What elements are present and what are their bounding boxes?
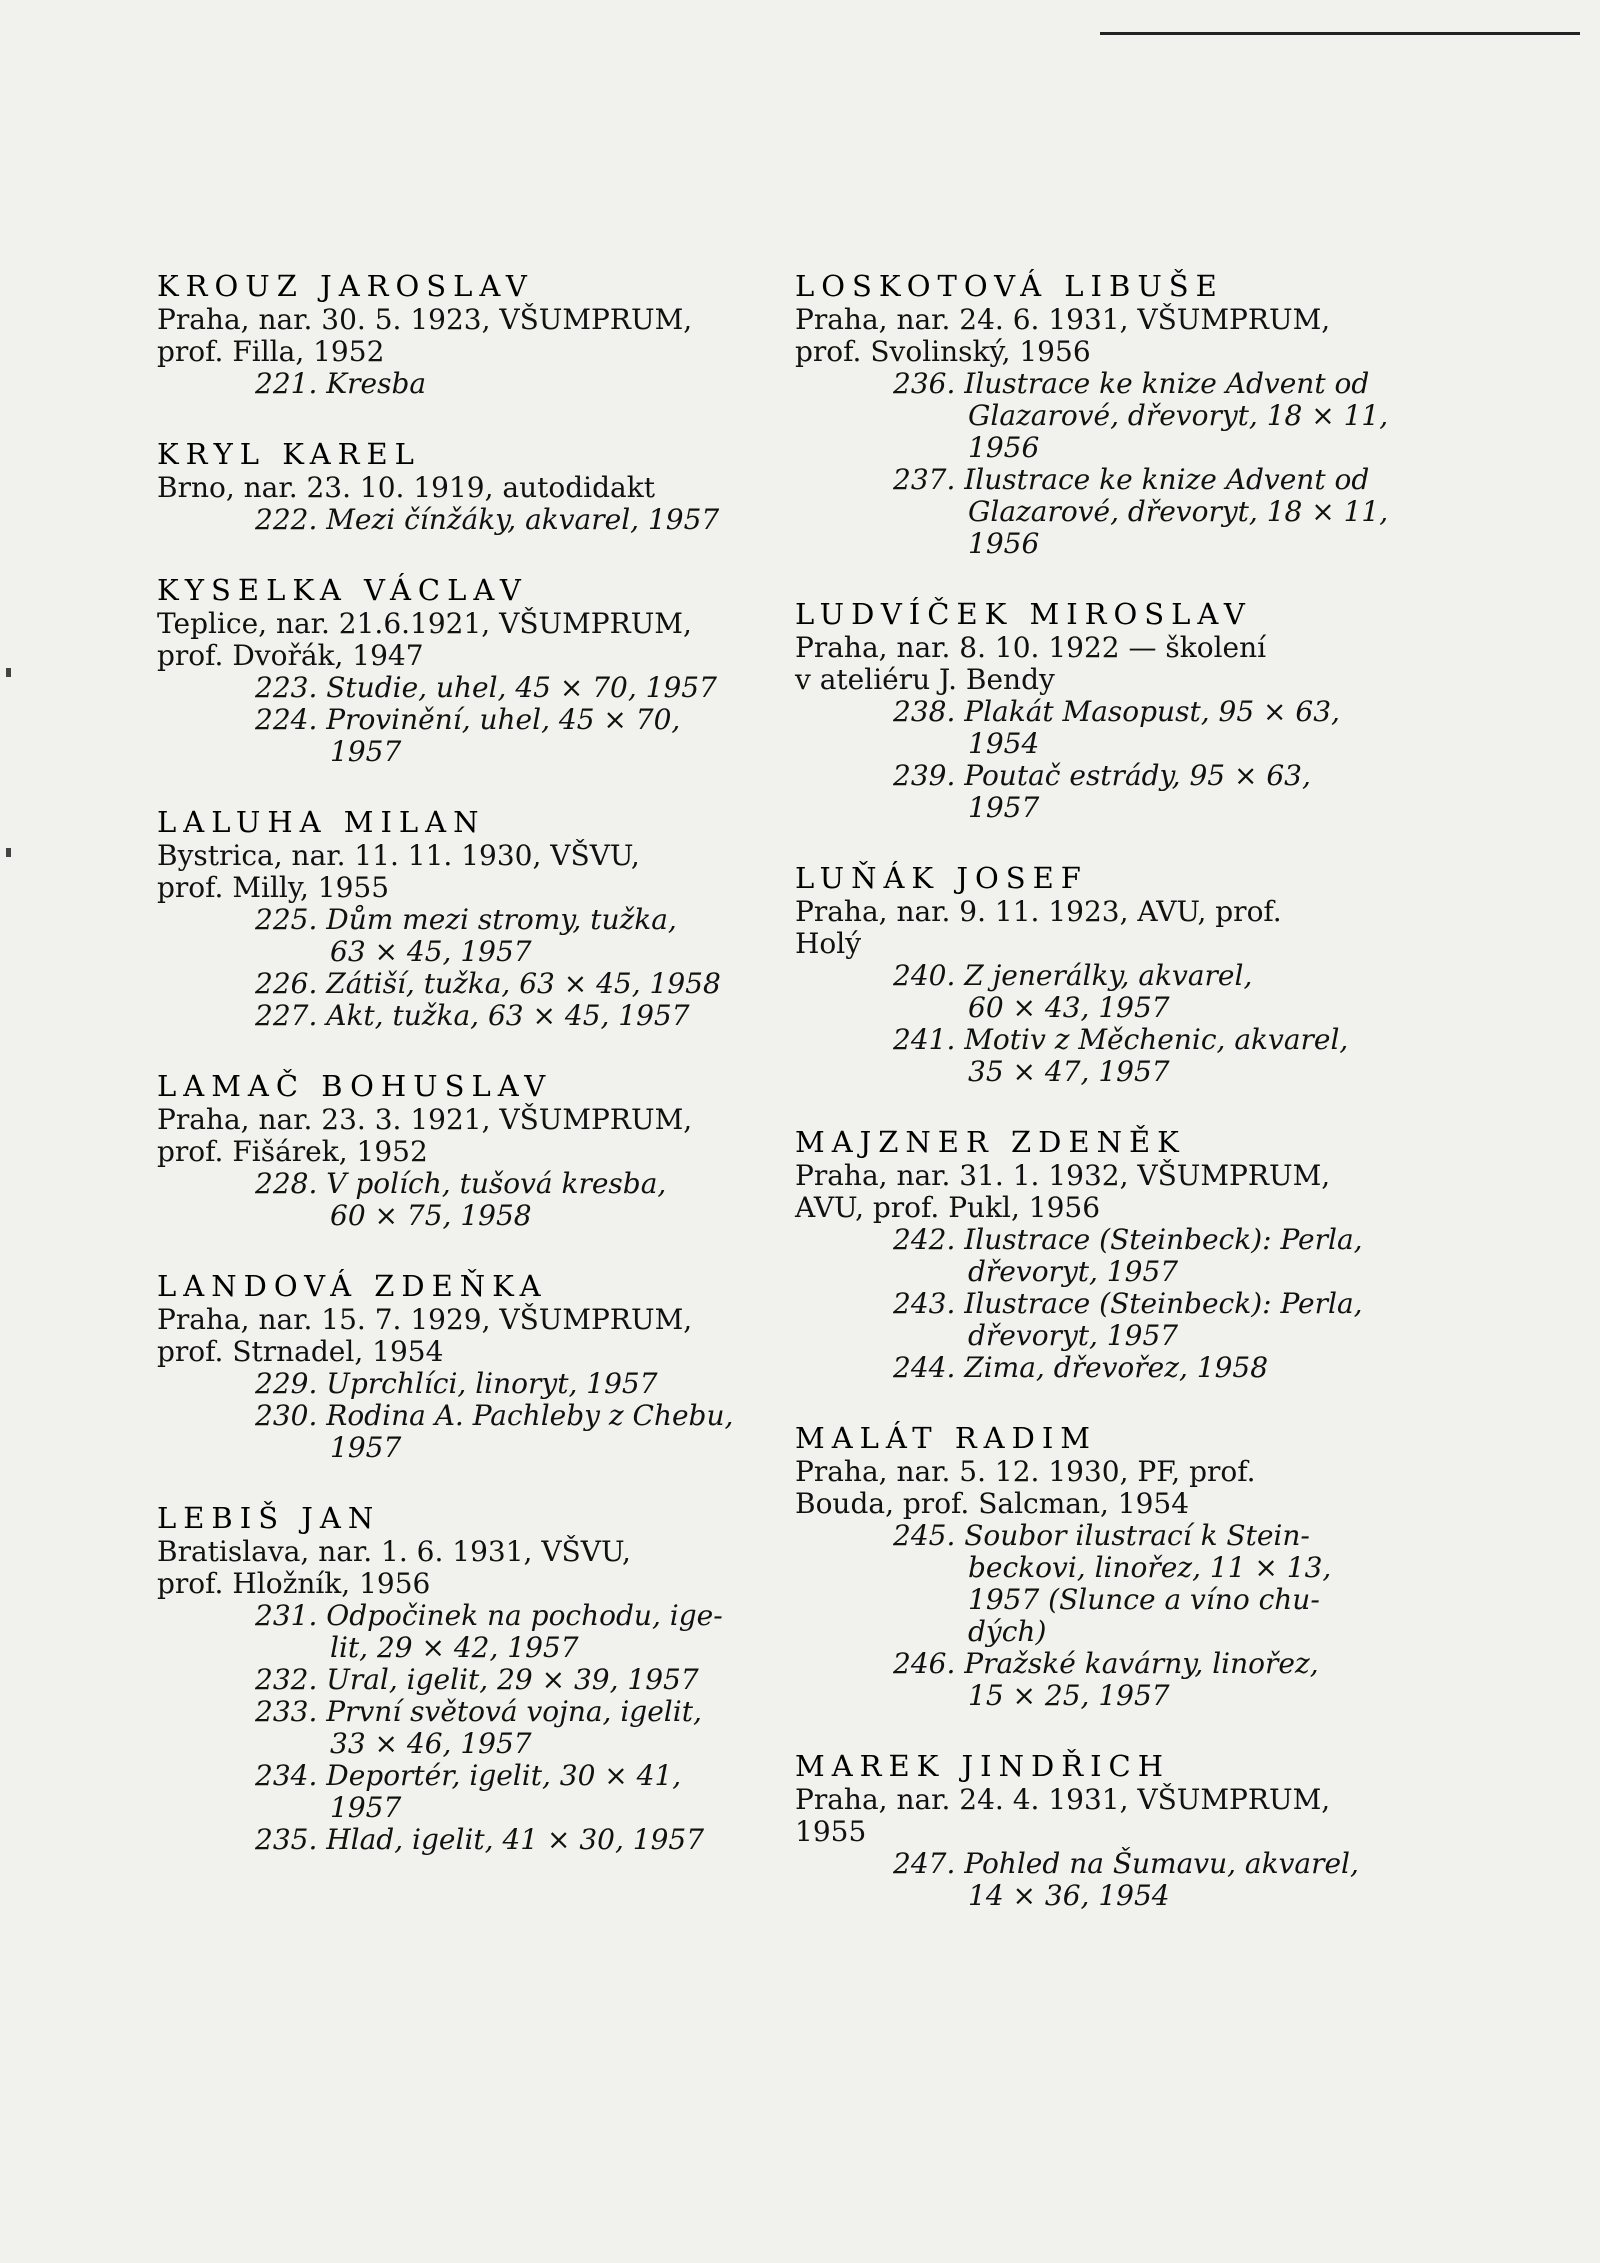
- artist-bio: [157, 304, 757, 368]
- artist-entry: [795, 1748, 1395, 1912]
- artwork-item: [255, 1400, 757, 1464]
- artwork-item: [893, 1520, 1395, 1648]
- artwork-line: 241. Motiv z Měchenic, akvarel,: [893, 1023, 1349, 1056]
- artwork-item: [893, 1848, 1395, 1912]
- artwork-line: 231. Odpočinek na pochodu, ige-: [255, 1599, 723, 1632]
- artist-name: MAREK JINDŘICH: [795, 1749, 1171, 1783]
- bio-line: prof. Hložník, 1956: [157, 1567, 431, 1600]
- catalog-column-left: [157, 268, 757, 1892]
- artwork-line: 1957: [330, 735, 402, 768]
- artwork-item: [255, 672, 757, 704]
- artwork-line: 224. Provinění, uhel, 45 × 70,: [255, 703, 681, 736]
- artwork-line: 238. Plakát Masopust, 95 × 63,: [893, 695, 1340, 728]
- artwork-line: 243. Ilustrace (Steinbeck): Perla,: [893, 1287, 1363, 1320]
- artwork-line: 222. Mezi čínžáky, akvarel, 1957: [255, 503, 720, 536]
- bio-line: Praha, nar. 31. 1. 1932, VŠUMPRUM,: [795, 1159, 1331, 1192]
- artwork-line: 225. Dům mezi stromy, tužka,: [255, 903, 677, 936]
- bio-line: AVU, prof. Pukl, 1956: [795, 1191, 1101, 1224]
- artist-bio: [795, 1160, 1395, 1224]
- artist-name: MALÁT RADIM: [795, 1421, 1097, 1455]
- artwork-line: 60 × 43, 1957: [968, 991, 1170, 1024]
- artist-entry: [157, 1268, 757, 1464]
- artwork-line: 239. Poutač estrády, 95 × 63,: [893, 759, 1311, 792]
- bio-line: Brno, nar. 23. 10. 1919, autodidakt: [157, 471, 655, 504]
- artwork-item: [893, 696, 1395, 760]
- artist-entry: [157, 1500, 757, 1856]
- artwork-item: [893, 1024, 1395, 1088]
- bio-line: Praha, nar. 23. 3. 1921, VŠUMPRUM,: [157, 1103, 693, 1136]
- bio-line: Holý: [795, 927, 862, 960]
- artwork-item: [893, 1288, 1395, 1352]
- artist-bio: [795, 896, 1395, 960]
- artwork-line: 242. Ilustrace (Steinbeck): Perla,: [893, 1223, 1363, 1256]
- artist-bio: [795, 304, 1395, 368]
- bio-line: prof. Fišárek, 1952: [157, 1135, 428, 1168]
- artist-entry: [157, 436, 757, 536]
- artwork-item: [893, 960, 1395, 1024]
- bio-line: Praha, nar. 15. 7. 1929, VŠUMPRUM,: [157, 1303, 693, 1336]
- artist-name: LALUHA MILAN: [157, 805, 486, 839]
- artist-entry: [795, 860, 1395, 1088]
- artwork-item: [893, 1352, 1395, 1384]
- artwork-line: 33 × 46, 1957: [330, 1727, 532, 1760]
- artwork-line: 237. Ilustrace ke knize Advent od: [893, 463, 1370, 496]
- artist-entry: [795, 1420, 1395, 1712]
- bio-line: Praha, nar. 24. 4. 1931, VŠUMPRUM,: [795, 1783, 1331, 1816]
- catalog-column-right: [795, 268, 1395, 1948]
- artwork-line: 1957: [330, 1431, 402, 1464]
- artwork-item: [255, 704, 757, 768]
- artwork-line: 223. Studie, uhel, 45 × 70, 1957: [255, 671, 717, 704]
- artist-bio: [157, 472, 757, 504]
- artist-name: MAJZNER ZDENĚK: [795, 1125, 1186, 1159]
- artist-bio: [157, 608, 757, 672]
- bio-line: prof. Milly, 1955: [157, 871, 390, 904]
- artist-name: KRYL KAREL: [157, 437, 421, 471]
- bio-line: prof. Filla, 1952: [157, 335, 385, 368]
- artist-entry: [795, 596, 1395, 824]
- artwork-item: [255, 1760, 757, 1824]
- artist-bio: [157, 1304, 757, 1368]
- artist-bio: [795, 632, 1395, 696]
- artwork-line: 230. Rodina A. Pachleby z Chebu,: [255, 1399, 734, 1432]
- artwork-line: 1957: [968, 791, 1040, 824]
- bio-line: Bratislava, nar. 1. 6. 1931, VŠVU,: [157, 1535, 631, 1568]
- artwork-line: 60 × 75, 1958: [330, 1199, 532, 1232]
- artist-name: LUDVÍČEK MIROSLAV: [795, 597, 1252, 631]
- artwork-item: [255, 968, 757, 1000]
- bio-line: Bouda, prof. Salcman, 1954: [795, 1487, 1190, 1520]
- artist-bio: [795, 1456, 1395, 1520]
- artwork-line: 244. Zima, dřevořez, 1958: [893, 1351, 1269, 1384]
- bio-line: Teplice, nar. 21.6.1921, VŠUMPRUM,: [157, 607, 692, 640]
- artwork-line: dřevoryt, 1957: [968, 1319, 1179, 1352]
- artist-entry: [795, 268, 1395, 560]
- artwork-line: 247. Pohled na Šumavu, akvarel,: [893, 1847, 1359, 1880]
- artist-entry: [795, 1124, 1395, 1384]
- artwork-line: 240. Z jenerálky, akvarel,: [893, 959, 1253, 992]
- margin-mark: [6, 668, 11, 677]
- top-rule: [1100, 32, 1580, 35]
- artwork-line: 226. Zátiší, tužka, 63 × 45, 1958: [255, 967, 721, 1000]
- artwork-item: [893, 368, 1395, 464]
- artwork-line: Glazarové, dřevoryt, 18 × 11,: [968, 495, 1389, 528]
- bio-line: prof. Dvořák, 1947: [157, 639, 424, 672]
- artwork-line: 233. První světová vojna, igelit,: [255, 1695, 702, 1728]
- artwork-line: 221. Kresba: [255, 367, 427, 400]
- bio-line: Praha, nar. 8. 10. 1922 — školení: [795, 631, 1267, 664]
- artwork-item: [893, 760, 1395, 824]
- artist-bio: [157, 1536, 757, 1600]
- artwork-line: 1954: [968, 727, 1040, 760]
- artwork-item: [255, 504, 757, 536]
- artwork-item: [893, 464, 1395, 560]
- artist-bio: [157, 840, 757, 904]
- artwork-line: 1956: [968, 527, 1040, 560]
- artwork-line: Glazarové, dřevoryt, 18 × 11,: [968, 399, 1389, 432]
- artwork-line: 234. Deportér, igelit, 30 × 41,: [255, 1759, 682, 1792]
- artwork-line: 1957 (Slunce a víno chu-: [968, 1583, 1320, 1616]
- artwork-item: [255, 904, 757, 968]
- artist-entry: [157, 1068, 757, 1232]
- artwork-item: [255, 1664, 757, 1696]
- margin-mark: [6, 848, 11, 857]
- bio-line: prof. Svolinský, 1956: [795, 335, 1091, 368]
- artwork-line: 63 × 45, 1957: [330, 935, 532, 968]
- artwork-item: [255, 1600, 757, 1664]
- artwork-line: beckovi, linořez, 11 × 13,: [968, 1551, 1332, 1584]
- artwork-line: 1956: [968, 431, 1040, 464]
- artwork-item: [255, 1696, 757, 1760]
- artwork-item: [255, 368, 757, 400]
- artwork-line: 232. Ural, igelit, 29 × 39, 1957: [255, 1663, 699, 1696]
- artwork-item: [255, 1824, 757, 1856]
- artist-name: KROUZ JAROSLAV: [157, 269, 534, 303]
- bio-line: Praha, nar. 24. 6. 1931, VŠUMPRUM,: [795, 303, 1331, 336]
- artwork-item: [255, 1168, 757, 1232]
- bio-line: prof. Strnadel, 1954: [157, 1335, 444, 1368]
- artwork-line: 15 × 25, 1957: [968, 1679, 1170, 1712]
- bio-line: Praha, nar. 30. 5. 1923, VŠUMPRUM,: [157, 303, 693, 336]
- artwork-line: 227. Akt, tužka, 63 × 45, 1957: [255, 999, 690, 1032]
- artwork-line: dřevoryt, 1957: [968, 1255, 1179, 1288]
- artist-name: LAMAČ BOHUSLAV: [157, 1069, 553, 1103]
- artist-name: LEBIŠ JAN: [157, 1501, 381, 1535]
- artwork-line: 235. Hlad, igelit, 41 × 30, 1957: [255, 1823, 705, 1856]
- artist-name: KYSELKA VÁCLAV: [157, 573, 528, 607]
- bio-line: v ateliéru J. Bendy: [795, 663, 1055, 696]
- artist-name: LOSKOTOVÁ LIBUŠE: [795, 269, 1224, 303]
- artist-name: LUŇÁK JOSEF: [795, 861, 1088, 895]
- artwork-line: 245. Soubor ilustrací k Stein-: [893, 1519, 1310, 1552]
- artwork-item: [255, 1368, 757, 1400]
- artwork-item: [255, 1000, 757, 1032]
- artwork-line: 35 × 47, 1957: [968, 1055, 1170, 1088]
- artwork-item: [893, 1648, 1395, 1712]
- bio-line: Bystrica, nar. 11. 11. 1930, VŠVU,: [157, 839, 640, 872]
- artwork-line: lit, 29 × 42, 1957: [330, 1631, 579, 1664]
- artist-bio: [795, 1784, 1395, 1848]
- bio-line: 1955: [795, 1815, 867, 1848]
- artist-entry: [157, 804, 757, 1032]
- artwork-item: [893, 1224, 1395, 1288]
- bio-line: Praha, nar. 5. 12. 1930, PF, prof.: [795, 1455, 1256, 1488]
- artwork-line: 246. Pražské kavárny, linořez,: [893, 1647, 1319, 1680]
- artwork-line: 228. V polích, tušová kresba,: [255, 1167, 667, 1200]
- artwork-line: 236. Ilustrace ke knize Advent od: [893, 367, 1370, 400]
- artist-entry: [157, 268, 757, 400]
- artist-entry: [157, 572, 757, 768]
- bio-line: Praha, nar. 9. 11. 1923, AVU, prof.: [795, 895, 1282, 928]
- artist-name: LANDOVÁ ZDEŇKA: [157, 1269, 548, 1303]
- artwork-line: dých): [968, 1615, 1047, 1648]
- artist-bio: [157, 1104, 757, 1168]
- artwork-line: 14 × 36, 1954: [968, 1879, 1170, 1912]
- artwork-line: 229. Uprchlíci, linoryt, 1957: [255, 1367, 658, 1400]
- artwork-line: 1957: [330, 1791, 402, 1824]
